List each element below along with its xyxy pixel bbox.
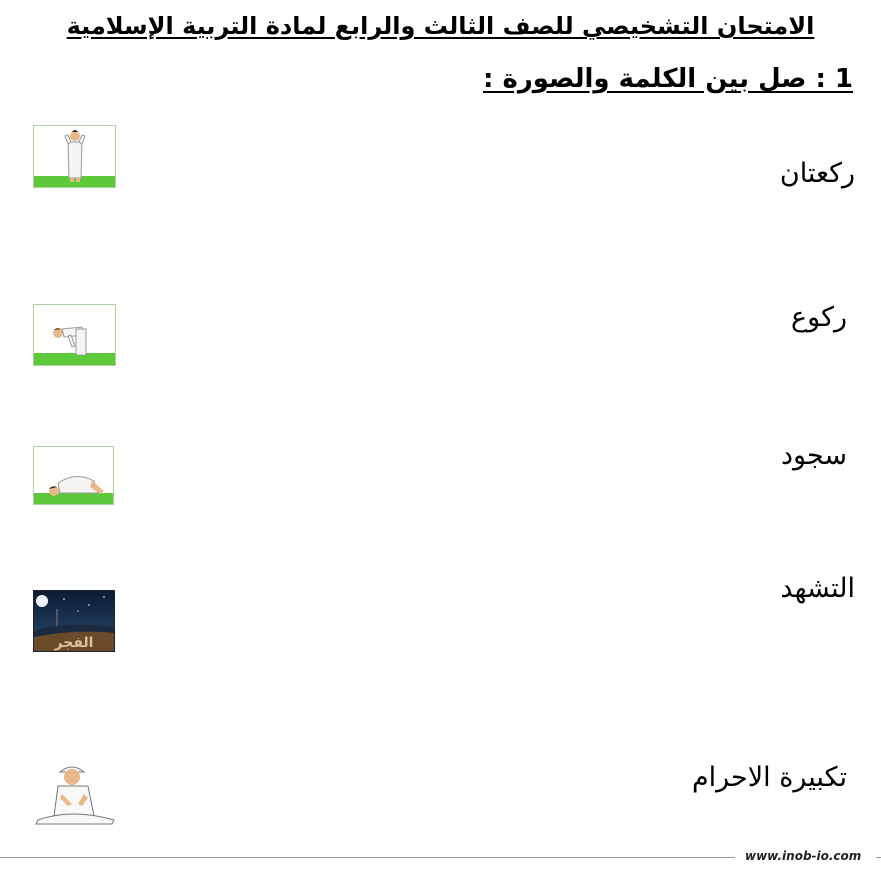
night-image-caption: الفجر [54,635,94,651]
sitting-tashahhud-icon [32,760,117,828]
footer-divider [0,857,735,858]
prostration-sujud-icon [33,446,114,505]
word-item-1: ركعتان [779,158,855,189]
word-item-4: التشهد [780,573,855,604]
bowing-ruku-icon [33,304,116,366]
page-title: الامتحان التشخيصي للصف الثالث والرابع لمادة التربية الإسلامية [66,12,815,40]
word-item-3: سجود [780,440,847,471]
footer-url[interactable]: www.inob-io.com [745,849,862,863]
footer-dash [876,857,881,858]
night-fajr-mosque-icon [33,590,115,652]
question-heading: 1 : صل بين الكلمة والصورة : [483,64,853,94]
word-item-2: ركوع [791,302,847,333]
word-item-5: تكبيرة الاحرام [691,762,847,793]
standing-takbir-icon [33,125,116,188]
